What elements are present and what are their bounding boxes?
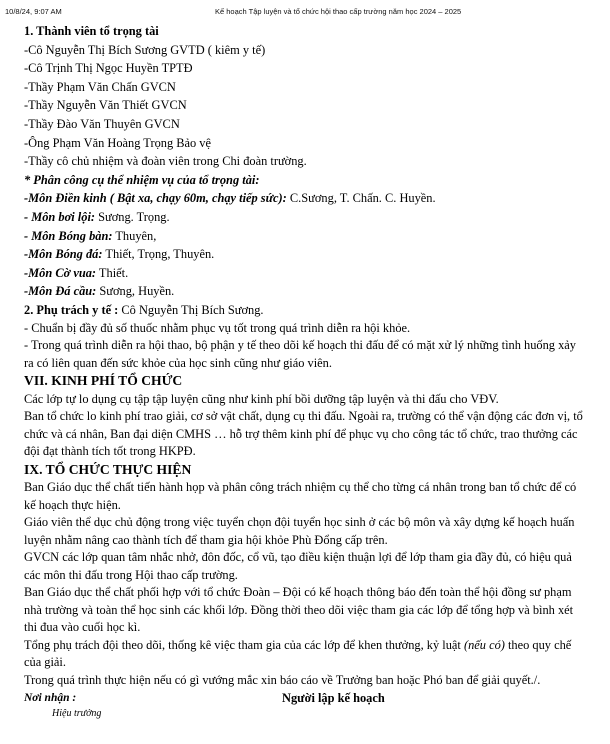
implementation-paragraph: Ban Giáo dục thể chất tiến hành họp và phân công trách nhiệm cụ thể cho từng cá nhân trong ban tổ chức để có kế hoạch thực hiện.	[24, 480, 577, 512]
member-item: -Thầy Phạm Văn Chấn GVCN	[24, 79, 176, 94]
assignment-label: -Môn Cờ vua:	[24, 265, 97, 280]
implementation-paragraph: GVCN các lớp quan tâm nhắc nhở, đôn đốc, cổ vũ, tạo điều kiện thuận lợi để lớp tham gia đầy đủ, có hiệu quả các môn thi đấu trong Hội thao cấp trường.	[24, 550, 572, 582]
recipient-item: Hiệu trưởng	[52, 708, 102, 720]
assignment-label: - Môn bơi lội:	[24, 209, 96, 224]
assignment-label: -Môn Điền kinh ( Bật xa, chạy 60m, chạy tiếp sức):	[24, 191, 287, 206]
assignment-item	[24, 189, 584, 208]
funding-paragraph: Ban tổ chức lo kinh phí trao giải, cơ sở vật chất, dụng cụ thi đấu. Ngoài ra, trường có thể vận động các đơn vị, tổ chức và cá nhân, Ban đại diện CMHS … hỗ trợ thêm kinh phí để phục vụ cho công tác tổ chức, trao thưởng các đội đạt thành tích tốt trong HKPĐ.	[24, 409, 583, 459]
implementation-paragraph	[24, 637, 584, 672]
p5-italic-note: (nếu có)	[463, 637, 505, 652]
member-item: -Thầy Đào Văn Thuyên GVCN	[24, 116, 180, 131]
print-datetime: 10/8/24, 9:07 AM	[5, 7, 62, 16]
p5-text-end: theo quy chế của giải.	[24, 637, 572, 670]
assignment-item	[24, 208, 584, 227]
medical-item: - Trong quá trình diễn ra hội thao, bộ phận y tế theo dõi kế hoạch thi đấu để có mặt xử lý những tình huống xảy ra có liên quan đến sức khỏe của học sinh cũng như giáo viên.	[24, 338, 576, 370]
member-item: -Cô Nguyễn Thị Bích Sương GVTD ( kiêm y tế)	[24, 42, 266, 57]
assignment-value: Thiết.	[96, 265, 129, 280]
member-item: -Ông Phạm Văn Hoàng Trọng Bảo vệ	[24, 135, 212, 150]
medical-heading	[24, 301, 584, 320]
funding-paragraph: Các lớp tự lo dụng cụ tập tập luyện cũng như kinh phí bồi dưỡng tập luyện và thi đấu cho VĐV.	[24, 391, 499, 406]
member-item: -Thầy Nguyễn Văn Thiết GVCN	[24, 98, 187, 113]
print-doc-title: Kế hoạch Tập luyện và tổ chức hội thao cấp trường năm học 2024 – 2025	[215, 7, 462, 16]
implementation-paragraph: Giáo viên thể dục chủ động trong việc tuyển chọn đội tuyển học sinh ở các bộ môn và xây dựng kế hoạch huấn luyện nhằm nâng cao thành tích để tham gia hội khỏe Phù Đổng cấp trên.	[24, 515, 575, 547]
assignment-label: - Môn Bóng bàn:	[24, 228, 113, 243]
implementation-paragraph: Trong quá trình thực hiện nếu có gì vướng mắc xin báo cáo về Trưởng ban hoặc Phó ban để giải quyết./.	[24, 672, 541, 687]
assignment-heading: * Phân công cụ thể nhiệm vụ của tổ trọng tài:	[24, 172, 260, 187]
assignment-item	[24, 282, 584, 301]
assignment-value: Sương, Huyền.	[96, 284, 175, 299]
assignment-label: -Môn Đá cầu:	[24, 284, 97, 299]
member-item: -Thầy cô chủ nhiệm và đoàn viên trong Chi đoàn trường.	[24, 154, 307, 169]
assignment-list	[24, 189, 584, 301]
members-list	[24, 41, 584, 171]
assignment-label: -Môn Bóng đá:	[24, 247, 103, 262]
medical-value: Cô Nguyễn Thị Bích Sương.	[118, 302, 264, 317]
signer-title: Người lập kế hoạch	[282, 691, 385, 706]
medical-label: 2. Phụ trách y tế :	[24, 302, 119, 317]
assignment-item	[24, 264, 584, 283]
recipients-label: Nơi nhận :	[24, 692, 77, 705]
assignment-value: Thiết, Trọng, Thuyên.	[102, 247, 215, 262]
members-heading: 1. Thành viên tổ trọng tài	[24, 24, 159, 38]
member-item: -Cô Trịnh Thị Ngọc Huyền TPTĐ	[24, 61, 193, 76]
assignment-item	[24, 227, 584, 246]
medical-item: - Chuẩn bị đầy đủ số thuốc nhằm phục vụ tốt trong quá trình diễn ra hội khỏe.	[24, 320, 411, 335]
assignment-item	[24, 245, 584, 264]
assignment-value: Thuyên,	[112, 228, 157, 243]
implementation-heading: IX. TỔ CHỨC THỰC HIỆN	[24, 461, 192, 477]
assignment-value: Sương. Trọng.	[95, 209, 170, 224]
implementation-paragraph: Ban Giáo dục thể chất phối hợp với tổ chức Đoàn – Đội có kế hoạch thông báo đến toàn thể hội đồng sư phạm nhà trường và toàn thể học sinh các khối lớp. Đồng thời theo dõi việc tham gia các lớp để tổng hợp và bình xét thi đua vào cuối học kì.	[24, 585, 574, 635]
assignment-value: C.Sương, T. Chấn. C. Huyền.	[286, 191, 436, 206]
funding-heading: VII. KINH PHÍ TỔ CHỨC	[24, 373, 183, 388]
p5-text: Tổng phụ trách đội theo dõi, thống kê việc tham gia của các lớp để khen thưởng, kỷ luật	[24, 637, 464, 652]
signature-row	[24, 689, 584, 707]
document-body	[24, 22, 584, 721]
